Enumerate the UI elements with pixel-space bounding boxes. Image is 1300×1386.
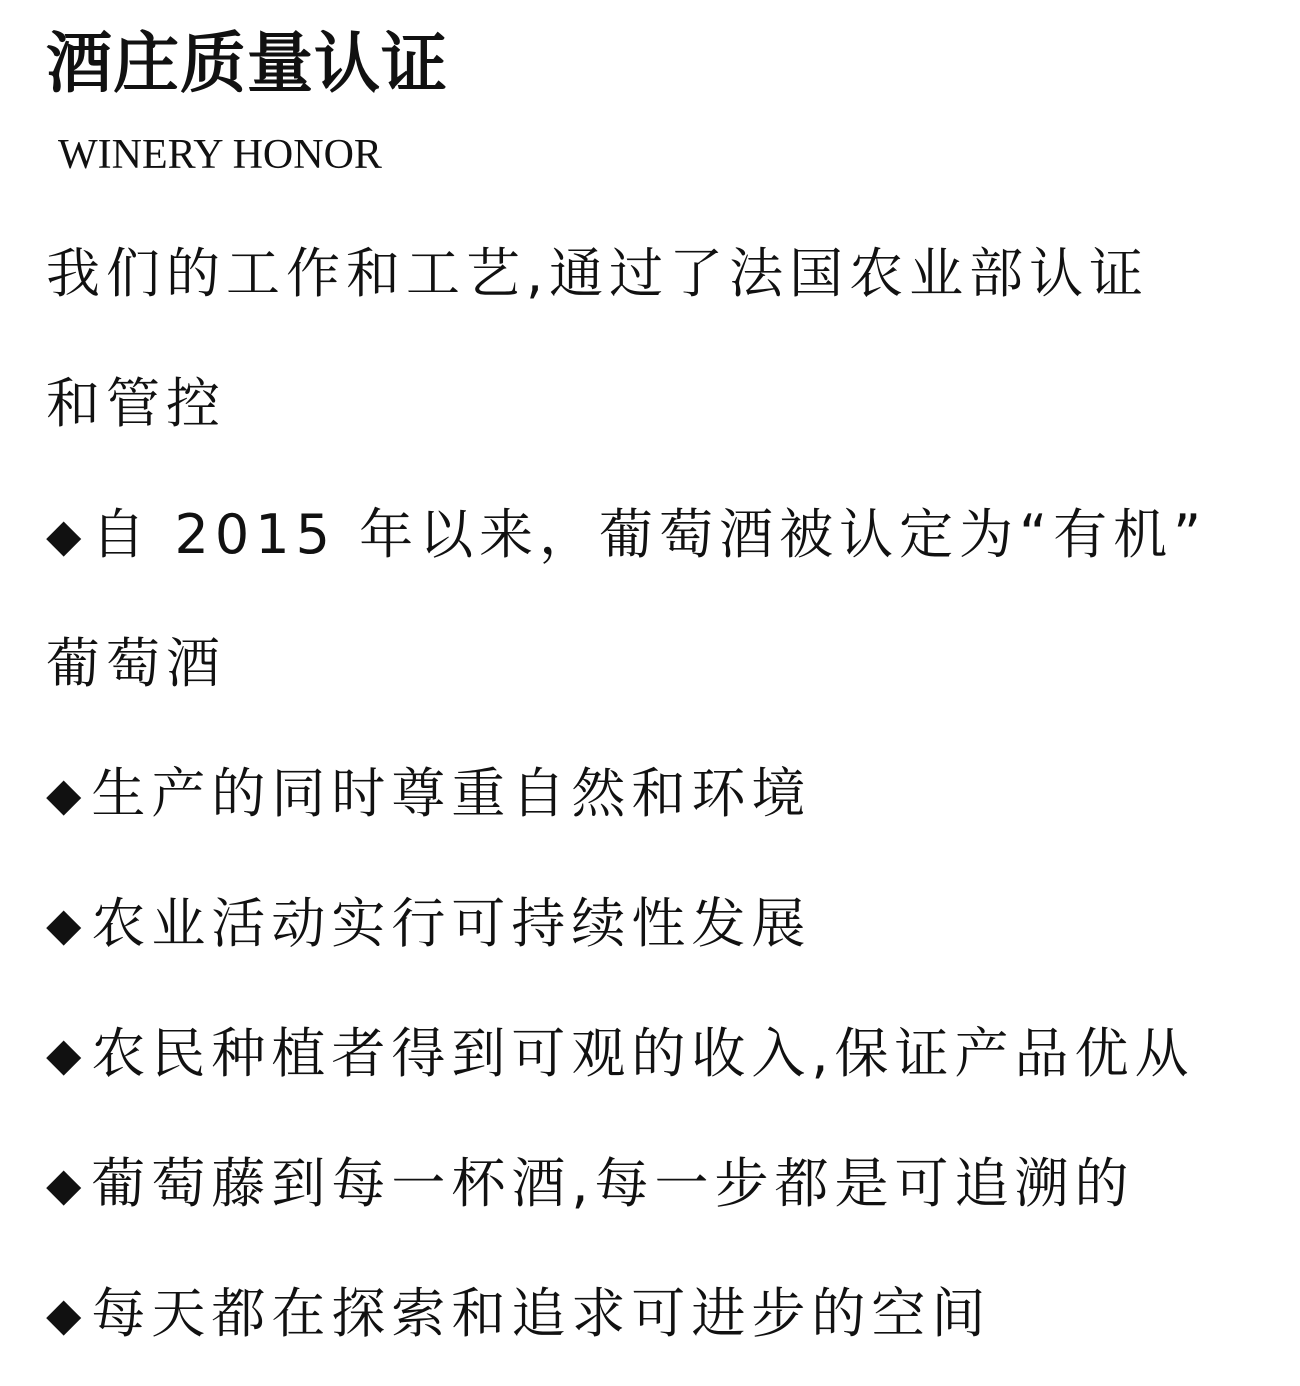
intro-text-line-2: 和管控 xyxy=(46,372,226,435)
bullet-item-traceable xyxy=(46,1152,1135,1217)
bullet-item-farmers xyxy=(46,1022,1195,1087)
bullet-item-text: 自 2015 年以来，葡萄酒被认定为“有机” xyxy=(91,503,1208,566)
diamond-bullet-icon: ◆ xyxy=(46,897,82,951)
bullet-item-nature xyxy=(46,762,811,827)
page-subtitle: WINERY HONOR xyxy=(58,132,382,178)
bullet-item-progress xyxy=(46,1282,991,1347)
bullet-item-organic xyxy=(46,503,1207,568)
page-title: 酒庄质量认证 xyxy=(46,25,448,102)
bullet-item-sustainable xyxy=(46,892,811,957)
diamond-bullet-icon: ◆ xyxy=(46,1157,82,1211)
intro-text-line-1: 我们的工作和工艺,通过了法国农业部认证 xyxy=(46,242,1150,305)
bullet-item-text: 农业活动实行可持续性发展 xyxy=(91,892,812,955)
diamond-bullet-icon: ◆ xyxy=(46,508,82,562)
bullet-item-text: 葡萄藤到每一杯酒,每一步都是可追溯的 xyxy=(91,1152,1135,1215)
bullet-item-organic-continued: 葡萄酒 xyxy=(46,632,226,695)
diamond-bullet-icon: ◆ xyxy=(46,1027,82,1081)
diamond-bullet-icon: ◆ xyxy=(46,767,82,821)
bullet-item-text: 每天都在探索和追求可进步的空间 xyxy=(91,1282,992,1345)
bullet-item-text: 农民种植者得到可观的收入,保证产品优从 xyxy=(91,1022,1195,1085)
bullet-item-text: 生产的同时尊重自然和环境 xyxy=(91,762,812,825)
diamond-bullet-icon: ◆ xyxy=(46,1287,82,1341)
